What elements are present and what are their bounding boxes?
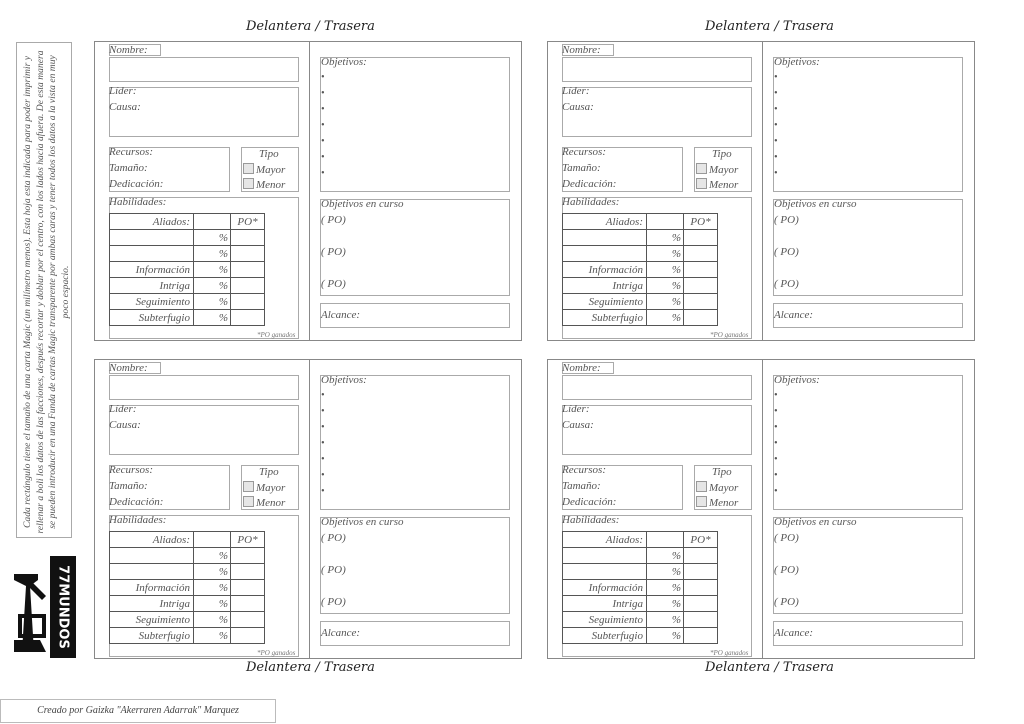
objetivos-label: Objetivos: <box>321 56 367 68</box>
habilidad-name: Intriga <box>563 596 647 612</box>
objetivo-bullet: • <box>321 136 325 147</box>
habilidad-po[interactable] <box>684 262 718 278</box>
habilidad-percent[interactable]: % <box>647 628 684 644</box>
objetivos-box[interactable] <box>320 57 510 192</box>
objetivos-curso-box[interactable] <box>773 517 963 614</box>
habilidades-label: Habilidades: <box>109 514 167 526</box>
habilidad-po[interactable] <box>231 310 265 326</box>
table-row <box>110 612 265 628</box>
objetivo-bullet: • <box>774 88 778 99</box>
objetivo-curso-po: ( PO) <box>774 214 799 226</box>
habilidad-po[interactable] <box>684 628 718 644</box>
faction-card <box>547 41 975 341</box>
habilidad-po[interactable] <box>231 612 265 628</box>
habilidad-po[interactable] <box>684 294 718 310</box>
table-row <box>110 596 265 612</box>
habilidades-table <box>562 531 718 644</box>
habilidad-percent[interactable]: % <box>647 596 684 612</box>
objetivo-bullet: • <box>774 406 778 417</box>
habilidad-name[interactable] <box>110 230 194 246</box>
table-row <box>110 214 265 230</box>
menor-label: Menor <box>256 179 286 191</box>
lider-label: Líder: <box>109 403 137 415</box>
objetivo-bullet: • <box>321 486 325 497</box>
objetivo-bullet: • <box>774 168 778 179</box>
table-row <box>110 564 265 580</box>
card-fold-line <box>309 360 310 658</box>
logo-text: 77MUNDOS <box>55 565 71 649</box>
table-row <box>563 214 718 230</box>
habilidad-name: Información <box>110 262 194 278</box>
bottom-label-right: Delantera / Trasera <box>705 660 834 675</box>
habilidad-po[interactable] <box>684 278 718 294</box>
mayor-option[interactable] <box>696 163 738 176</box>
habilidad-po[interactable] <box>684 230 718 246</box>
habilidad-percent[interactable]: % <box>647 564 684 580</box>
credit-box: Creado por Gaizka "Akerraren Adarrak" Marquez <box>0 699 276 723</box>
habilidad-percent[interactable]: % <box>647 262 684 278</box>
top-label-right: Delantera / Trasera <box>705 19 834 34</box>
habilidad-po[interactable] <box>231 246 265 262</box>
lider-label: Líder: <box>109 85 137 97</box>
mayor-checkbox[interactable] <box>243 481 254 492</box>
causa-label: Causa: <box>109 419 141 431</box>
habilidad-percent[interactable]: % <box>194 628 231 644</box>
habilidad-po[interactable] <box>684 580 718 596</box>
table-row <box>110 294 265 310</box>
menor-checkbox[interactable] <box>696 178 707 189</box>
habilidad-percent[interactable]: % <box>194 548 231 564</box>
habilidad-percent[interactable]: % <box>647 548 684 564</box>
mayor-checkbox[interactable] <box>243 163 254 174</box>
nombre-label: Nombre: <box>562 362 601 374</box>
objetivo-bullet: • <box>321 152 325 163</box>
alcance-label: Alcance: <box>774 309 814 321</box>
habilidad-percent[interactable]: % <box>194 564 231 580</box>
objetivos-label: Objetivos: <box>774 374 820 386</box>
table-row <box>110 548 265 564</box>
habilidad-percent[interactable]: % <box>194 262 231 278</box>
habilidad-name[interactable] <box>563 564 647 580</box>
objetivo-bullet: • <box>321 72 325 83</box>
habilidad-name[interactable] <box>110 564 194 580</box>
bottom-label-left: Delantera / Trasera <box>246 660 375 675</box>
table-row <box>563 564 718 580</box>
nombre-field[interactable] <box>109 375 299 400</box>
objetivo-bullet: • <box>321 390 325 401</box>
table-row <box>110 278 265 294</box>
faction-card <box>94 41 522 341</box>
table-row <box>563 532 718 548</box>
objetivos-curso-label: Objetivos en curso <box>321 516 404 528</box>
table-row <box>110 628 265 644</box>
habilidad-po[interactable] <box>231 548 265 564</box>
habilidad-name: Intriga <box>110 278 194 294</box>
habilidad-percent[interactable]: % <box>194 596 231 612</box>
tamano-label: Tamaño: <box>562 480 601 492</box>
habilidad-po[interactable] <box>231 628 265 644</box>
po-ganados-note: *PO ganados <box>710 649 749 657</box>
habilidad-name: Información <box>563 262 647 278</box>
alcance-field[interactable] <box>773 303 963 328</box>
objetivos-curso-box[interactable] <box>320 517 510 614</box>
objetivo-bullet: • <box>774 72 778 83</box>
mayor-checkbox[interactable] <box>696 481 707 492</box>
objetivo-curso-po: ( PO) <box>774 246 799 258</box>
table-row <box>110 230 265 246</box>
top-label-left: Delantera / Trasera <box>246 19 375 34</box>
objetivo-bullet: • <box>774 486 778 497</box>
habilidad-name: Seguimiento <box>110 612 194 628</box>
po-header: PO* <box>231 532 265 548</box>
mayor-checkbox[interactable] <box>696 163 707 174</box>
menor-label: Menor <box>256 497 286 509</box>
objetivo-curso-po: ( PO) <box>774 596 799 608</box>
objetivo-curso-po: ( PO) <box>774 278 799 290</box>
habilidad-name: Subterfugio <box>110 628 194 644</box>
mayor-option[interactable] <box>696 481 738 494</box>
habilidad-percent[interactable]: % <box>647 230 684 246</box>
menor-option[interactable] <box>243 178 285 191</box>
alcance-label: Alcance: <box>321 309 361 321</box>
habilidad-name: Información <box>110 580 194 596</box>
habilidad-name: Aliados: <box>563 214 647 230</box>
habilidad-name: Subterfugio <box>563 628 647 644</box>
table-row <box>110 580 265 596</box>
objetivo-bullet: • <box>321 406 325 417</box>
habilidad-percent[interactable]: % <box>194 246 231 262</box>
objetivo-bullet: • <box>774 438 778 449</box>
menor-label: Menor <box>709 179 739 191</box>
objetivo-curso-po: ( PO) <box>321 278 346 290</box>
faction-card <box>547 359 975 659</box>
tamano-label: Tamaño: <box>109 162 148 174</box>
habilidad-name: Aliados: <box>563 532 647 548</box>
tipo-label: Tipo <box>259 466 279 478</box>
objetivo-bullet: • <box>774 104 778 115</box>
table-row <box>563 596 718 612</box>
objetivo-curso-po: ( PO) <box>321 532 346 544</box>
habilidad-percent[interactable] <box>194 532 231 548</box>
lider-label: Líder: <box>562 403 590 415</box>
po-ganados-note: *PO ganados <box>710 331 749 339</box>
habilidad-percent[interactable]: % <box>647 580 684 596</box>
table-row <box>563 246 718 262</box>
table-row <box>110 262 265 278</box>
habilidad-po[interactable] <box>684 564 718 580</box>
habilidad-percent[interactable]: % <box>194 294 231 310</box>
habilidad-name[interactable] <box>563 230 647 246</box>
habilidad-po[interactable] <box>231 564 265 580</box>
table-row <box>563 230 718 246</box>
habilidad-percent[interactable]: % <box>194 278 231 294</box>
habilidad-name: Intriga <box>563 278 647 294</box>
po-header: PO* <box>231 214 265 230</box>
objetivo-bullet: • <box>774 390 778 401</box>
brand-logo <box>12 556 78 658</box>
nombre-label: Nombre: <box>109 362 148 374</box>
habilidad-name: Intriga <box>110 596 194 612</box>
objetivo-bullet: • <box>321 104 325 115</box>
table-row <box>563 294 718 310</box>
table-row <box>563 310 718 326</box>
habilidades-table <box>562 213 718 326</box>
mayor-option[interactable] <box>243 163 285 176</box>
mayor-label: Mayor <box>709 164 739 176</box>
nombre-label: Nombre: <box>562 44 601 56</box>
card-fold-line <box>309 42 310 340</box>
tamano-label: Tamaño: <box>109 480 148 492</box>
table-row <box>563 262 718 278</box>
alcance-field[interactable] <box>773 621 963 646</box>
objetivo-bullet: • <box>321 422 325 433</box>
habilidad-name[interactable] <box>563 548 647 564</box>
habilidad-percent[interactable] <box>194 214 231 230</box>
alcance-label: Alcance: <box>774 627 814 639</box>
objetivo-bullet: • <box>321 168 325 179</box>
recursos-label: Recursos: <box>562 464 606 476</box>
habilidad-percent[interactable]: % <box>647 278 684 294</box>
habilidad-name[interactable] <box>563 246 647 262</box>
causa-label: Causa: <box>562 419 594 431</box>
po-ganados-note: *PO ganados <box>257 331 296 339</box>
menor-checkbox[interactable] <box>243 178 254 189</box>
habilidad-percent[interactable]: % <box>647 310 684 326</box>
habilidad-percent[interactable]: % <box>194 580 231 596</box>
table-row <box>563 612 718 628</box>
objetivos-curso-label: Objetivos en curso <box>774 198 857 210</box>
habilidad-po[interactable] <box>231 596 265 612</box>
habilidades-label: Habilidades: <box>109 196 167 208</box>
habilidad-percent[interactable]: % <box>194 230 231 246</box>
habilidad-po[interactable] <box>684 596 718 612</box>
po-header: PO* <box>684 532 718 548</box>
table-row <box>563 548 718 564</box>
habilidad-percent[interactable]: % <box>647 294 684 310</box>
mayor-label: Mayor <box>256 164 286 176</box>
mayor-label: Mayor <box>709 482 739 494</box>
habilidad-percent[interactable] <box>647 532 684 548</box>
card-fold-line <box>762 42 763 340</box>
habilidad-name: Subterfugio <box>563 310 647 326</box>
habilidad-po[interactable] <box>231 278 265 294</box>
objetivo-bullet: • <box>774 120 778 131</box>
tipo-label: Tipo <box>712 148 732 160</box>
habilidad-name: Aliados: <box>110 532 194 548</box>
habilidad-po[interactable] <box>684 246 718 262</box>
dedicacion-label: Dedicación: <box>562 496 617 508</box>
table-row <box>563 628 718 644</box>
menor-option[interactable] <box>696 496 738 509</box>
lider-label: Líder: <box>562 85 590 97</box>
dedicacion-label: Dedicación: <box>109 496 164 508</box>
habilidad-name: Seguimiento <box>563 612 647 628</box>
objetivo-bullet: • <box>774 136 778 147</box>
menor-option[interactable] <box>696 178 738 191</box>
habilidad-percent[interactable] <box>647 214 684 230</box>
habilidad-name[interactable] <box>110 548 194 564</box>
nombre-label: Nombre: <box>109 44 148 56</box>
habilidad-name[interactable] <box>110 246 194 262</box>
table-row <box>110 532 265 548</box>
objetivos-box[interactable] <box>773 57 963 192</box>
recursos-label: Recursos: <box>109 464 153 476</box>
habilidad-po[interactable] <box>231 294 265 310</box>
table-row <box>563 278 718 294</box>
habilidad-percent[interactable]: % <box>194 310 231 326</box>
objetivos-box[interactable] <box>773 375 963 510</box>
objetivo-bullet: • <box>774 152 778 163</box>
habilidad-po[interactable] <box>684 310 718 326</box>
faction-card <box>94 359 522 659</box>
nombre-field[interactable] <box>562 57 752 82</box>
dedicacion-label: Dedicación: <box>109 178 164 190</box>
causa-label: Causa: <box>109 101 141 113</box>
objetivo-curso-po: ( PO) <box>321 214 346 226</box>
objetivo-bullet: • <box>321 120 325 131</box>
objetivo-bullet: • <box>321 438 325 449</box>
habilidad-po[interactable] <box>684 548 718 564</box>
instructions-text: Cada rectángulo tiene el tamaño de una carta Magic (un milímetro menos). Esta hoja esta indicada para poder imprimir y rellenar a boli los datos de las facciones, después recortar y doblar por el centro, con los lados hacia afuera. De esta manera se pueden introducir en una Funda de cartas Magic transparente por ambas caras y tener todos los datos a la vista en muy poco espacio. <box>22 50 71 534</box>
habilidad-name: Subterfugio <box>110 310 194 326</box>
habilidad-po[interactable] <box>231 580 265 596</box>
objetivo-bullet: • <box>321 470 325 481</box>
objetivo-bullet: • <box>774 422 778 433</box>
mayor-label: Mayor <box>256 482 286 494</box>
recursos-label: Recursos: <box>562 146 606 158</box>
table-row <box>110 246 265 262</box>
menor-checkbox[interactable] <box>696 496 707 507</box>
habilidades-table <box>109 213 265 326</box>
menor-option[interactable] <box>243 496 285 509</box>
table-row <box>110 310 265 326</box>
objetivo-curso-po: ( PO) <box>321 246 346 258</box>
nombre-field[interactable] <box>562 375 752 400</box>
table-row <box>563 580 718 596</box>
objetivos-box[interactable] <box>320 375 510 510</box>
objetivo-curso-po: ( PO) <box>774 564 799 576</box>
tipo-label: Tipo <box>712 466 732 478</box>
po-ganados-note: *PO ganados <box>257 649 296 657</box>
mayor-option[interactable] <box>243 481 285 494</box>
recursos-label: Recursos: <box>109 146 153 158</box>
objetivo-bullet: • <box>774 454 778 465</box>
causa-label: Causa: <box>562 101 594 113</box>
habilidad-name: Seguimiento <box>563 294 647 310</box>
dedicacion-label: Dedicación: <box>562 178 617 190</box>
objetivos-curso-label: Objetivos en curso <box>774 516 857 528</box>
alcance-field[interactable] <box>320 621 510 646</box>
objetivos-curso-label: Objetivos en curso <box>321 198 404 210</box>
habilidades-label: Habilidades: <box>562 514 620 526</box>
menor-checkbox[interactable] <box>243 496 254 507</box>
tipo-label: Tipo <box>259 148 279 160</box>
objetivos-curso-box[interactable] <box>773 199 963 296</box>
habilidad-po[interactable] <box>684 612 718 628</box>
objetivos-label: Objetivos: <box>321 374 367 386</box>
habilidad-name: Información <box>563 580 647 596</box>
habilidad-po[interactable] <box>231 230 265 246</box>
objetivo-bullet: • <box>774 470 778 481</box>
objetivo-curso-po: ( PO) <box>774 532 799 544</box>
habilidad-po[interactable] <box>231 262 265 278</box>
objetivo-curso-po: ( PO) <box>321 596 346 608</box>
habilidad-percent[interactable]: % <box>194 612 231 628</box>
po-header: PO* <box>684 214 718 230</box>
alcance-label: Alcance: <box>321 627 361 639</box>
tamano-label: Tamaño: <box>562 162 601 174</box>
habilidad-name: Aliados: <box>110 214 194 230</box>
objetivos-curso-box[interactable] <box>320 199 510 296</box>
habilidades-label: Habilidades: <box>562 196 620 208</box>
objetivo-bullet: • <box>321 454 325 465</box>
habilidad-percent[interactable]: % <box>647 246 684 262</box>
nombre-field[interactable] <box>109 57 299 82</box>
card-fold-line <box>762 360 763 658</box>
alcance-field[interactable] <box>320 303 510 328</box>
habilidad-name: Seguimiento <box>110 294 194 310</box>
objetivos-label: Objetivos: <box>774 56 820 68</box>
objetivo-bullet: • <box>321 88 325 99</box>
menor-label: Menor <box>709 497 739 509</box>
habilidades-table <box>109 531 265 644</box>
habilidad-percent[interactable]: % <box>647 612 684 628</box>
objetivo-curso-po: ( PO) <box>321 564 346 576</box>
